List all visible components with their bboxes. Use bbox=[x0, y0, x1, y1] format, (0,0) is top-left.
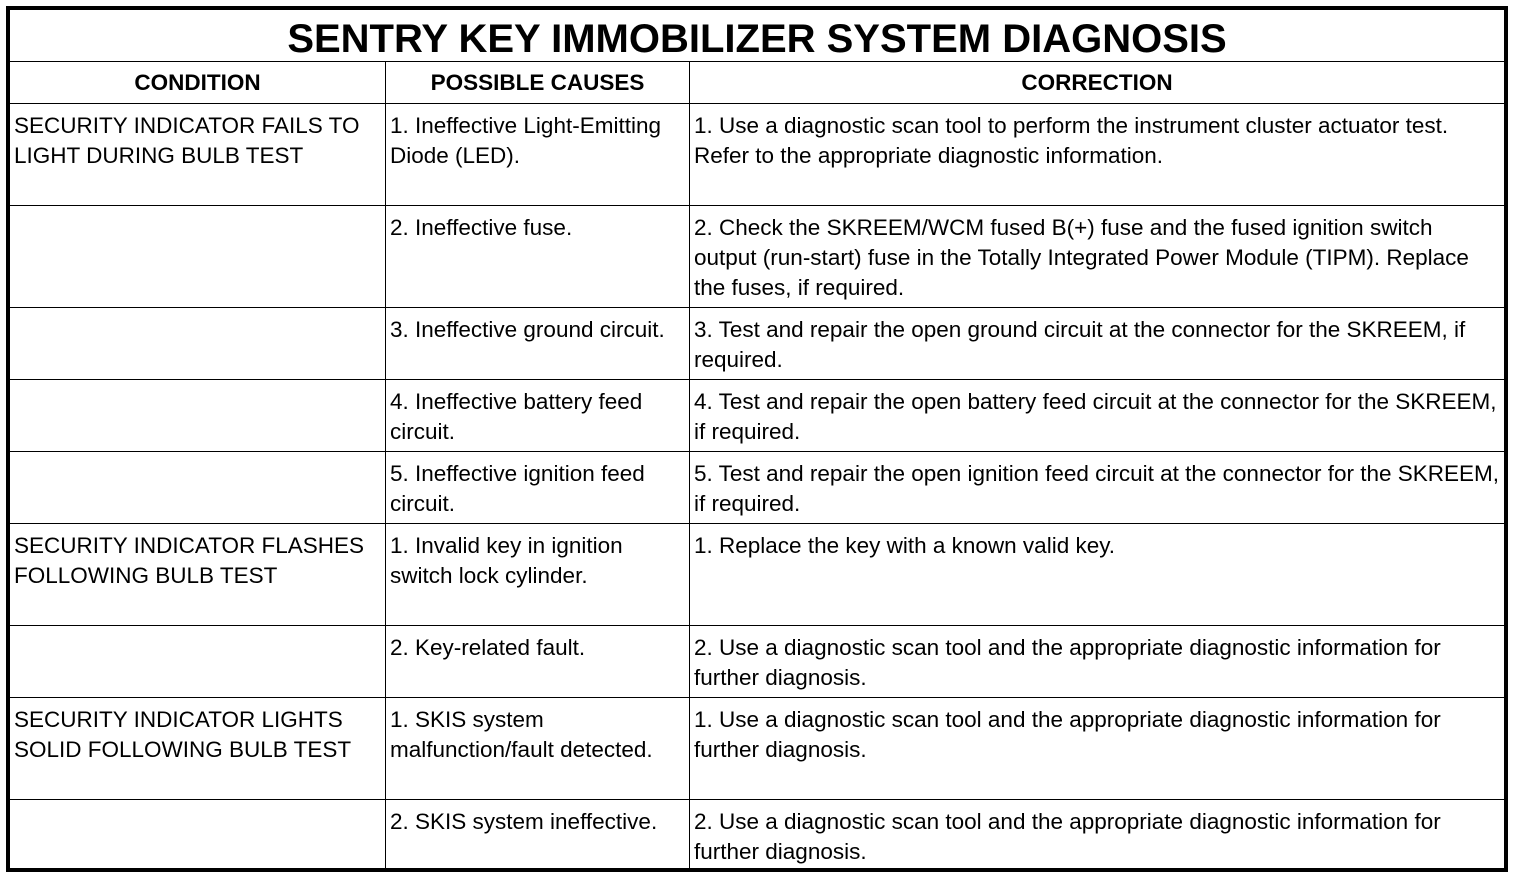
table-row bbox=[10, 524, 1505, 626]
correction-cell: 5. Test and repair the open ignition feed circuit at the connector for the SKREEM, if required. bbox=[690, 452, 1505, 524]
correction-cell: 2. Check the SKREEM/WCM fused B(+) fuse and the fused ignition switch output (run-start) fuse in the Totally Integrated Power Module (TIPM). Replace the fuses, if required. bbox=[690, 206, 1505, 308]
diagnosis-table-frame bbox=[6, 6, 1508, 872]
cause-cell: 1. Ineffective Light-Emitting Diode (LED). bbox=[386, 104, 690, 206]
table-row bbox=[10, 698, 1505, 800]
table-row bbox=[10, 452, 1505, 524]
table-row bbox=[10, 800, 1505, 869]
cause-cell: 1. SKIS system malfunction/fault detected. bbox=[386, 698, 690, 800]
condition-cell bbox=[10, 626, 386, 698]
table-row bbox=[10, 380, 1505, 452]
cause-cell: 4. Ineffective battery feed circuit. bbox=[386, 380, 690, 452]
cause-cell: 5. Ineffective ignition feed circuit. bbox=[386, 452, 690, 524]
title-row bbox=[10, 10, 1505, 62]
correction-cell: 1. Use a diagnostic scan tool and the appropriate diagnostic information for further diagnosis. bbox=[690, 698, 1505, 800]
diagnosis-table bbox=[9, 9, 1505, 869]
table-row bbox=[10, 308, 1505, 380]
cause-cell: 1. Invalid key in ignition switch lock cylinder. bbox=[386, 524, 690, 626]
correction-cell: 4. Test and repair the open battery feed circuit at the connector for the SKREEM, if required. bbox=[690, 380, 1505, 452]
table-row bbox=[10, 626, 1505, 698]
header-row bbox=[10, 62, 1505, 104]
cause-cell: 2. Ineffective fuse. bbox=[386, 206, 690, 308]
correction-cell: 3. Test and repair the open ground circuit at the connector for the SKREEM, if required. bbox=[690, 308, 1505, 380]
cause-cell: 2. Key-related fault. bbox=[386, 626, 690, 698]
condition-cell bbox=[10, 452, 386, 524]
cause-cell: 3. Ineffective ground circuit. bbox=[386, 308, 690, 380]
condition-cell: SECURITY INDICATOR FAILS TO LIGHT DURING BULB TEST bbox=[10, 104, 386, 206]
condition-cell bbox=[10, 380, 386, 452]
correction-cell: 1. Replace the key with a known valid key. bbox=[690, 524, 1505, 626]
condition-cell bbox=[10, 206, 386, 308]
correction-cell: 2. Use a diagnostic scan tool and the appropriate diagnostic information for further diagnosis. bbox=[690, 626, 1505, 698]
condition-cell: SECURITY INDICATOR LIGHTS SOLID FOLLOWING BULB TEST bbox=[10, 698, 386, 800]
cause-cell: 2. SKIS system ineffective. bbox=[386, 800, 690, 869]
correction-cell: 2. Use a diagnostic scan tool and the appropriate diagnostic information for further diagnosis. bbox=[690, 800, 1505, 869]
header-possible-causes: POSSIBLE CAUSES bbox=[386, 62, 690, 104]
table-title: SENTRY KEY IMMOBILIZER SYSTEM DIAGNOSIS bbox=[10, 10, 1505, 62]
condition-cell: SECURITY INDICATOR FLASHES FOLLOWING BULB TEST bbox=[10, 524, 386, 626]
condition-cell bbox=[10, 308, 386, 380]
correction-cell: 1. Use a diagnostic scan tool to perform the instrument cluster actuator test. Refer to the appropriate diagnostic information. bbox=[690, 104, 1505, 206]
table-row bbox=[10, 206, 1505, 308]
table-row bbox=[10, 104, 1505, 206]
header-correction: CORRECTION bbox=[690, 62, 1505, 104]
header-condition: CONDITION bbox=[10, 62, 386, 104]
condition-cell bbox=[10, 800, 386, 869]
